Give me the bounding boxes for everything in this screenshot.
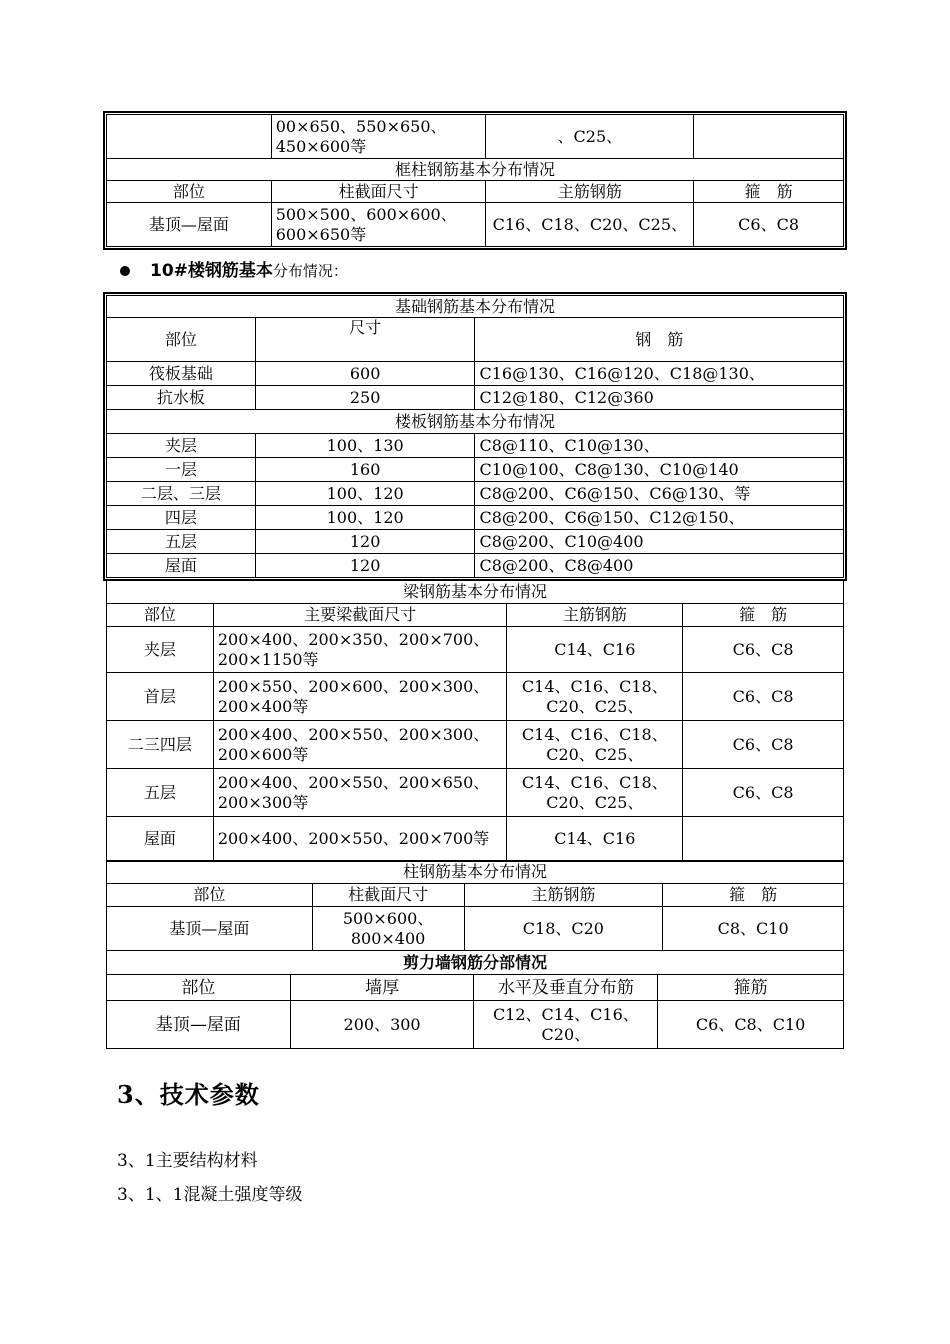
- column-header: 部位: [107, 181, 272, 203]
- cell: C8@110、C10@130、: [475, 434, 844, 458]
- cell: 120: [255, 554, 475, 578]
- table-title: 柱钢筋基本分布情况: [107, 861, 844, 884]
- cell: 200、300: [290, 1001, 474, 1049]
- cell: C6、C8: [683, 721, 844, 769]
- cell: 00×650、550×650、450×600等: [271, 115, 486, 159]
- cell: C14、C16、C18、C20、C25、: [507, 721, 683, 769]
- table-row: [107, 1001, 844, 1049]
- table-header: [107, 318, 844, 362]
- cell: C16、C18、C20、C25、: [486, 203, 694, 247]
- building-10-heading: [120, 256, 348, 281]
- cell: 160: [255, 458, 475, 482]
- table-row: [107, 554, 844, 578]
- cell: 首层: [107, 673, 214, 721]
- column-header: 主筋钢筋: [464, 884, 663, 907]
- table-header: [107, 884, 844, 907]
- table-title: 基础钢筋基本分布情况: [107, 296, 844, 318]
- column-header: 部位: [107, 604, 214, 627]
- column-header: 箍 筋: [683, 604, 844, 627]
- table-row: [107, 530, 844, 554]
- cell: C8、C10: [663, 907, 844, 951]
- section-heading: 3、技术参数: [117, 1080, 260, 1109]
- table-row: [107, 769, 844, 817]
- column-header: 墙厚: [290, 975, 474, 1001]
- table-row: [107, 673, 844, 721]
- cell: C6、C8: [683, 673, 844, 721]
- table-title: 梁钢筋基本分布情况: [107, 581, 844, 604]
- cell: C6、C8、C10: [658, 1001, 844, 1049]
- cell: C14、C16、C18、C20、C25、: [507, 673, 683, 721]
- table-row: [107, 362, 844, 386]
- shear-wall-table: [106, 950, 844, 1049]
- cell: 100、120: [255, 506, 475, 530]
- table-title: 楼板钢筋基本分布情况: [107, 410, 844, 434]
- cell: 200×550、200×600、200×300、200×400等: [213, 673, 507, 721]
- table-row: [107, 506, 844, 530]
- cell: C16@130、C16@120、C18@130、: [475, 362, 844, 386]
- cell: C12@180、C12@360: [475, 386, 844, 410]
- table-row: [107, 907, 844, 951]
- column-header: 主要梁截面尺寸: [213, 604, 507, 627]
- table-title: 剪力墙钢筋分部情况: [107, 951, 844, 975]
- table-header: [107, 181, 844, 203]
- cell: 夹层: [107, 627, 214, 673]
- table-header: [107, 604, 844, 627]
- cell: 基顶—屋面: [107, 203, 272, 247]
- column-header: 柱截面尺寸: [271, 181, 486, 203]
- column-header: 尺寸: [255, 318, 475, 362]
- column-header: 柱截面尺寸: [312, 884, 464, 907]
- cell: C14、C16: [507, 817, 683, 862]
- cell: 屋面: [107, 817, 214, 862]
- cell: 屋面: [107, 554, 256, 578]
- cell: 五层: [107, 530, 256, 554]
- bullet-icon: [120, 266, 130, 276]
- column-table: [106, 860, 844, 951]
- beam-table: [106, 580, 844, 862]
- cell: 500×600、800×400: [312, 907, 464, 951]
- cell: C14、C16、C18、C20、C25、: [507, 769, 683, 817]
- cell: 500×500、600×600、600×650等: [271, 203, 486, 247]
- cell: C14、C16: [507, 627, 683, 673]
- table-row: [107, 434, 844, 458]
- cell: 抗水板: [107, 386, 256, 410]
- column-header: 部位: [107, 975, 291, 1001]
- column-header: 部位: [107, 318, 256, 362]
- cell: 二层、三层: [107, 482, 256, 506]
- cell: 120: [255, 530, 475, 554]
- cell: C8@200、C8@400: [475, 554, 844, 578]
- cell: C6、C8: [683, 769, 844, 817]
- table-row: [107, 627, 844, 673]
- cell: 基顶—屋面: [107, 1001, 291, 1049]
- cell: 600: [255, 362, 475, 386]
- table-header: [107, 975, 844, 1001]
- cell: C8@200、C6@150、C12@150、: [475, 506, 844, 530]
- table-row: [107, 458, 844, 482]
- column-header: 钢 筋: [475, 318, 844, 362]
- cell: 200×400、200×350、200×700、200×1150等: [213, 627, 507, 673]
- column-header: 箍 筋: [663, 884, 844, 907]
- cell: C6、C8: [694, 203, 844, 247]
- bullet-text: 分布情况：: [272, 262, 348, 280]
- cell: 基顶—屋面: [107, 907, 313, 951]
- cell: 250: [255, 386, 475, 410]
- cell: C18、C20: [464, 907, 663, 951]
- column-header: 主筋钢筋: [486, 181, 694, 203]
- cell: 一层: [107, 458, 256, 482]
- table-row: [107, 386, 844, 410]
- cell: 五层: [107, 769, 214, 817]
- cell: 100、120: [255, 482, 475, 506]
- cell: 筏板基础: [107, 362, 256, 386]
- cell: [107, 115, 272, 159]
- table-row: [107, 115, 844, 159]
- column-header: 箍 筋: [694, 181, 844, 203]
- table-row: [107, 482, 844, 506]
- cell: C12、C14、C16、C20、: [474, 1001, 658, 1049]
- cell: [694, 115, 844, 159]
- cell: C8@200、C10@400: [475, 530, 844, 554]
- column-header: 主筋钢筋: [507, 604, 683, 627]
- table-row: [107, 817, 844, 862]
- paragraph: 3、1、1混凝土强度等级: [117, 1185, 303, 1205]
- cell: 200×400、200×550、200×300、200×600等: [213, 721, 507, 769]
- cell: 、C25、: [486, 115, 694, 159]
- table-title: 框柱钢筋基本分布情况: [107, 159, 844, 181]
- column-header: 水平及垂直分布筋: [474, 975, 658, 1001]
- cell: C6、C8: [683, 627, 844, 673]
- cell: 200×400、200×550、200×700等: [213, 817, 507, 862]
- paragraph: 3、1主要结构材料: [117, 1151, 258, 1171]
- column-header: 部位: [107, 884, 313, 907]
- cell: C8@200、C6@150、C6@130、等: [475, 482, 844, 506]
- frame-column-table: [106, 114, 844, 247]
- bullet-bold-text: 10#楼钢筋基本: [150, 261, 273, 281]
- cell: 四层: [107, 506, 256, 530]
- table-row: [107, 203, 844, 247]
- cell: 二三四层: [107, 721, 214, 769]
- column-header: 箍筋: [658, 975, 844, 1001]
- table-row: [107, 721, 844, 769]
- cell: 100、130: [255, 434, 475, 458]
- cell: [683, 817, 844, 862]
- cell: 200×400、200×550、200×650、200×300等: [213, 769, 507, 817]
- foundation-slab-table: [106, 295, 844, 578]
- cell: C10@100、C8@130、C10@140: [475, 458, 844, 482]
- cell: 夹层: [107, 434, 256, 458]
